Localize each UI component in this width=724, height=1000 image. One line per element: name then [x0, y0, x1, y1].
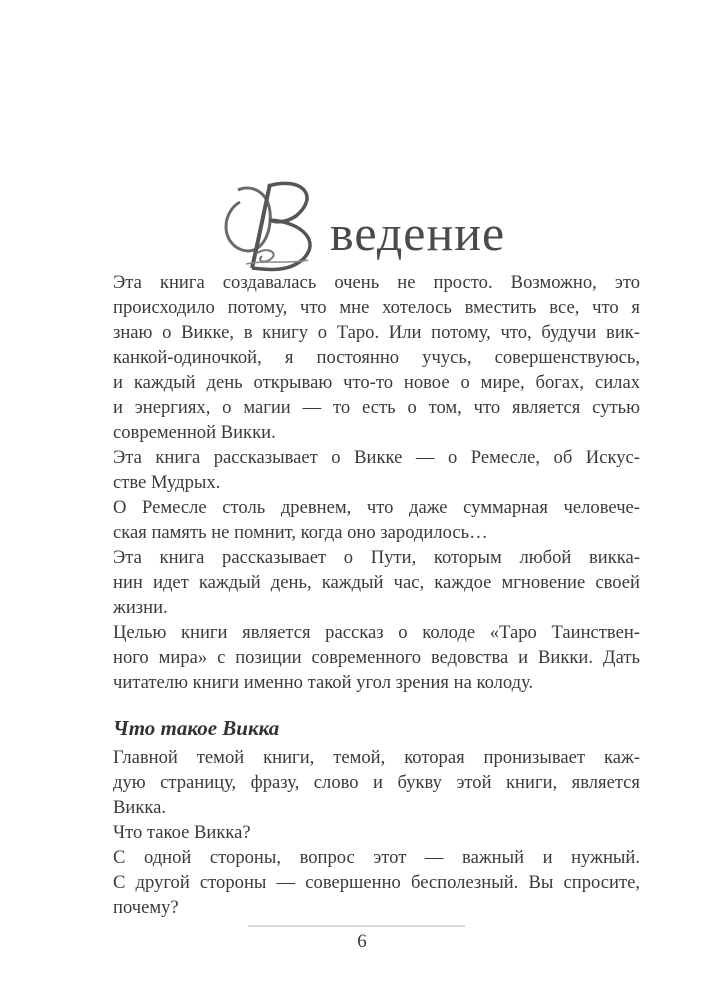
paragraph — [84, 820, 640, 845]
text-line: Что такое Викка? — [113, 822, 251, 843]
paragraph — [84, 495, 640, 545]
text-line: Эта книга рассказывает о Викке — о Ремесле, об Искус- — [113, 447, 640, 468]
text-line: канкой-одиночкой, я постоянно учусь, совершенствуюсь, — [113, 347, 640, 368]
paragraph — [84, 445, 640, 495]
text-line: Главной темой книги, темой, которая пронизывает каж- — [113, 747, 640, 768]
text-line: стве Мудрых. — [113, 472, 221, 493]
text-line: Эта книга создавалась очень не просто. Возможно, это — [113, 272, 640, 293]
paragraph — [84, 845, 640, 920]
text-line: О Ремесле столь древнем, что даже суммарная человече- — [113, 497, 640, 518]
section-heading: Что такое Викка — [113, 716, 280, 740]
text-line: нин идет каждый день, каждый час, каждое мгновение своей — [113, 572, 640, 593]
text-line: Целью книги является рассказ о колоде «Таро Таинствен- — [113, 622, 640, 643]
text-line: и энергиях, о магии — то есть о том, что является сутью — [113, 397, 640, 418]
text-line: С одной стороны, вопрос этот — важный и нужный. — [113, 847, 640, 868]
page-body — [84, 270, 640, 920]
text-line: Эта книга рассказывает о Пути, которым любой викка- — [113, 547, 640, 568]
text-line: жизни. — [113, 597, 168, 618]
text-line: почему? — [113, 897, 179, 918]
chapter-title — [212, 162, 505, 272]
text-line: Викка. — [113, 797, 167, 818]
text-line: С другой стороны — совершенно бесполезный. Вы спросите, — [113, 872, 640, 893]
decorative-initial — [212, 172, 330, 272]
text-line: знаю о Викке, в книгу о Таро. Или потому, что, будучи вик- — [113, 322, 640, 343]
text-line: современной Викки. — [113, 422, 276, 443]
flourish-icon — [212, 172, 330, 276]
text-line: дую страницу, фразу, слово и букву этой книги, является — [113, 772, 640, 793]
text-line: происходило потому, что мне хотелось вместить все, что я — [113, 297, 640, 318]
page-number: 6 — [357, 931, 367, 952]
text-line: ного мира» с позиции современного ведовства и Викки. Дать — [113, 647, 640, 668]
paragraph — [84, 620, 640, 695]
text-line: читателю книги именно такой угол зрения на колоду. — [113, 672, 534, 693]
title-text: ведение — [330, 205, 506, 261]
text-line: и каждый день открываю что-то новое о мире, богах, силах — [113, 372, 640, 393]
text-line: ская память не помнит, когда оно зародилось… — [113, 522, 488, 543]
paragraph — [84, 270, 640, 445]
paragraph — [84, 745, 640, 820]
footer-divider — [248, 925, 465, 927]
paragraph — [84, 545, 640, 620]
